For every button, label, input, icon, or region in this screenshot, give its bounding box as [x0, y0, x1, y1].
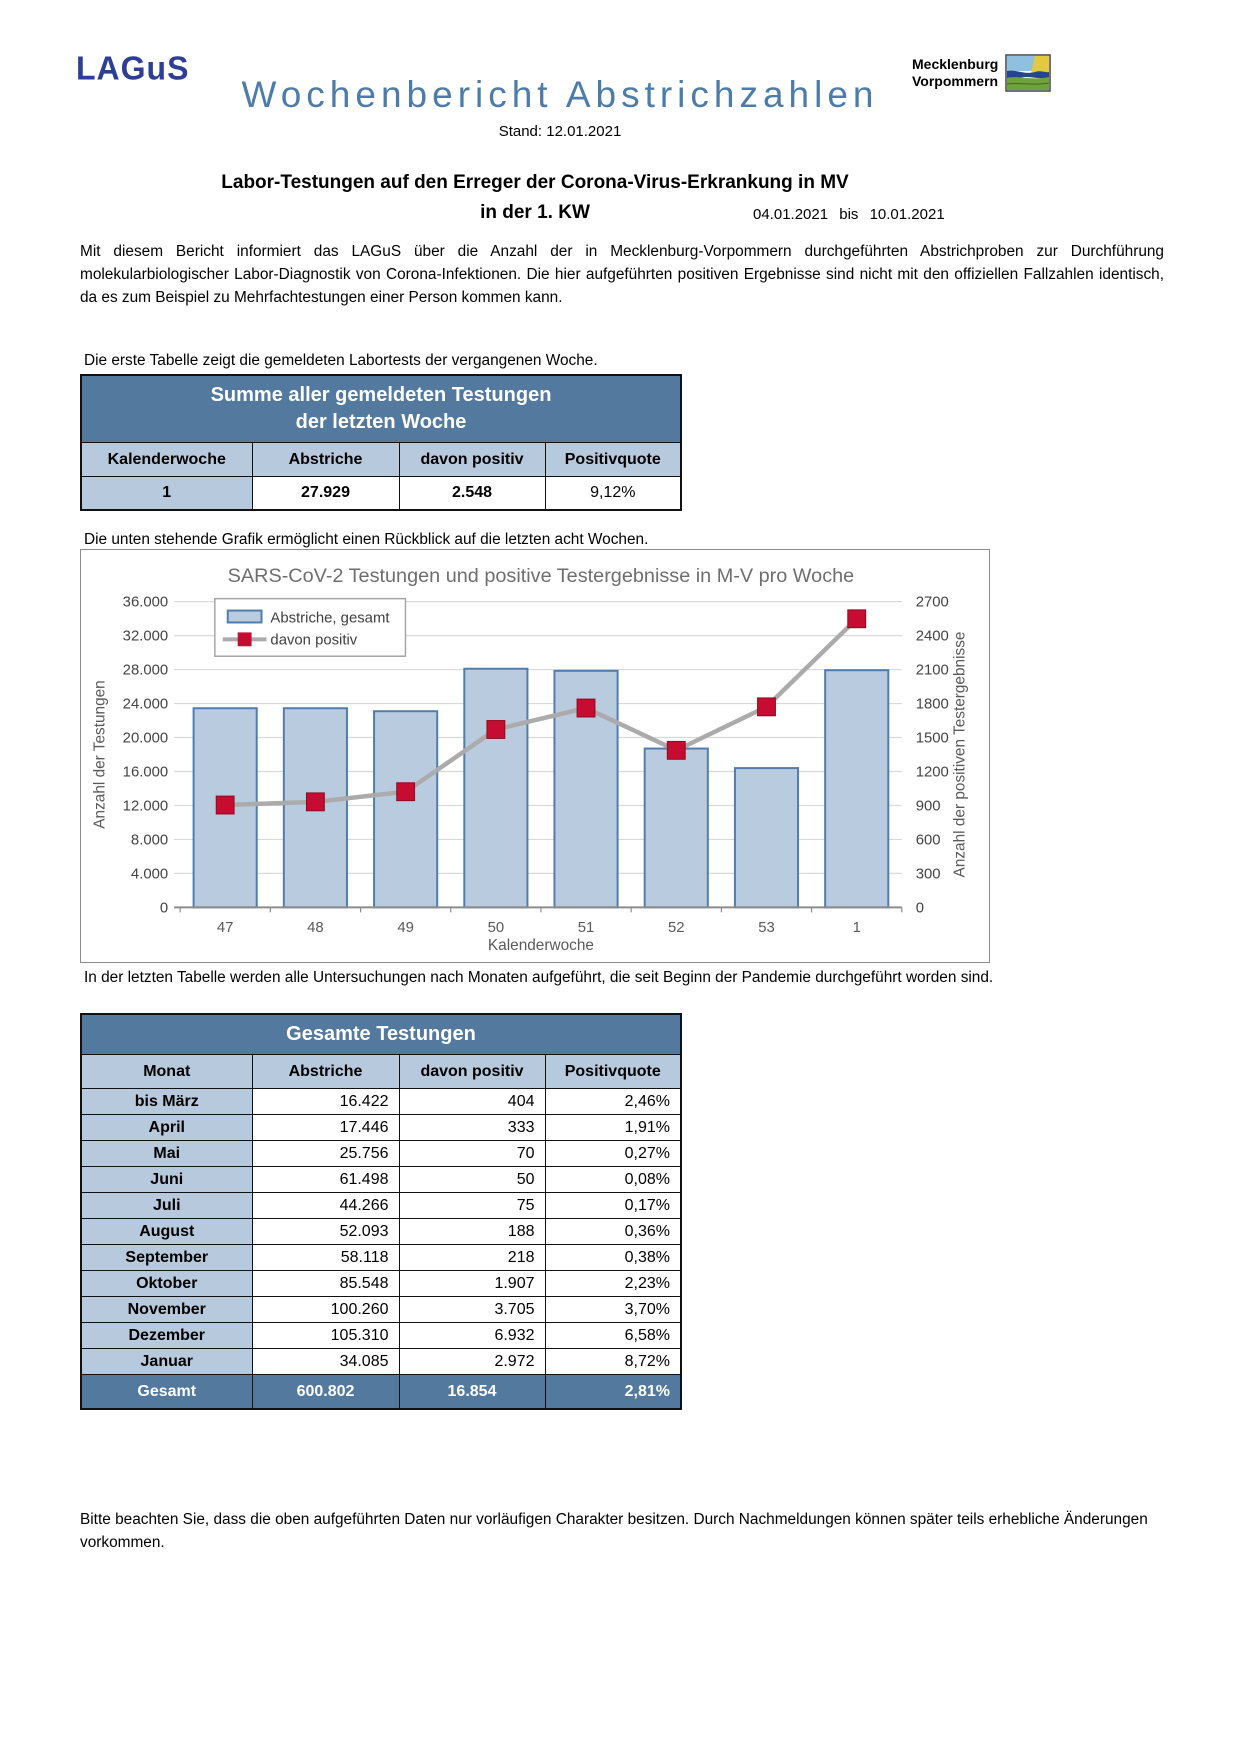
right-axis-tick: 2100: [915, 662, 949, 679]
positive-marker-week-49: [397, 783, 415, 801]
table-cell: Oktober: [81, 1271, 252, 1297]
table-cell: 16.422: [252, 1089, 399, 1115]
table-cell: 105.310: [252, 1323, 399, 1349]
table-cell: 6,58%: [545, 1323, 681, 1349]
table-cell: 75: [399, 1193, 545, 1219]
left-axis-tick: 4.000: [130, 866, 169, 883]
table-cell: 44.266: [252, 1193, 399, 1219]
footer-note: Bitte beachten Sie, dass die oben aufgeführten Daten nur vorläufigen Charakter besitzen. Durch Nachmeldungen können später teils erhebliche Änderungen vorkommen.: [80, 1511, 1148, 1552]
table-cell: Januar: [81, 1349, 252, 1375]
column-header: Abstriche: [252, 443, 399, 477]
right-axis-tick: 300: [915, 866, 941, 883]
positive-marker-week-1: [848, 610, 866, 628]
legend-marker-swatch: [238, 632, 252, 646]
column-header: Kalenderwoche: [81, 443, 252, 477]
x-axis-title: Kalenderwoche: [487, 937, 594, 955]
right-axis-tick: 1500: [915, 730, 949, 747]
chart-frame: [80, 549, 990, 963]
column-header: Positivquote: [545, 1055, 681, 1089]
table-cell: 34.085: [252, 1349, 399, 1375]
table-cell: 52.093: [252, 1219, 399, 1245]
mv-logo-text: [912, 56, 998, 90]
x-axis-label: 1: [852, 920, 861, 937]
table-row: [81, 1193, 681, 1219]
table-cell: August: [81, 1219, 252, 1245]
report-stand-date: Stand: 12.01.2021: [498, 123, 622, 140]
left-axis-title: Anzahl der Testungen: [91, 680, 109, 829]
table-cell: 8,72%: [545, 1349, 681, 1375]
table-cell: 0,17%: [545, 1193, 681, 1219]
positive-marker-week-48: [306, 793, 324, 811]
right-axis-title: Anzahl der positiven Testergebnisse: [951, 631, 969, 878]
table-cell: 188: [399, 1219, 545, 1245]
mv-logo-line1: Mecklenburg: [912, 56, 999, 72]
x-axis-label: 50: [487, 920, 505, 937]
x-axis-label: 53: [758, 920, 775, 937]
table-cell: 100.260: [252, 1297, 399, 1323]
table-cell: 6.932: [399, 1323, 545, 1349]
mv-emblem-icon: [1005, 54, 1051, 92]
x-axis-label: 49: [397, 920, 414, 937]
table-cell: 404: [399, 1089, 545, 1115]
table-row: [81, 1297, 681, 1323]
intro-paragraph: Mit diesem Bericht informiert das LAGuS über die Anzahl der in Mecklenburg-Vorpommern durchgeführten Abstrichproben zur Durchführung molekularbiologischer Labor-Diagnostik von Corona-Infektionen. Die hier aufgeführten positiven Ergebnisse sind nicht mit den offiziellen Fallzahlen identisch, da es zum Beispiel zu Mehrfachtestungen einer Person kommen kann.: [80, 243, 1164, 307]
table-cell: 600.802: [252, 1375, 399, 1410]
left-axis-tick: 16.000: [122, 764, 169, 781]
left-axis-tick: 28.000: [122, 662, 169, 679]
table-cell: Juli: [81, 1193, 252, 1219]
table-cell: Mai: [81, 1141, 252, 1167]
table-cell: Juni: [81, 1167, 252, 1193]
table-cell: 1,91%: [545, 1115, 681, 1141]
table-row: [81, 1271, 681, 1297]
bar-week-53: [735, 768, 798, 907]
x-axis-label: 51: [577, 920, 595, 937]
table-cell: 9,12%: [545, 477, 681, 510]
legend-label: Abstriche, gesamt: [270, 610, 390, 627]
positive-marker-week-51: [577, 699, 595, 717]
table-cell: 16.854: [399, 1375, 545, 1410]
column-header: Abstriche: [252, 1055, 399, 1089]
table-cell: 58.118: [252, 1245, 399, 1271]
table-title: Gesamte Testungen: [81, 1014, 681, 1055]
table-cell: 0,36%: [545, 1219, 681, 1245]
right-axis-tick: 1800: [915, 696, 949, 713]
page-title: Wochenbericht Abstrichzahlen: [241, 74, 879, 115]
chart-title: SARS-CoV-2 Testungen und positive Testergebnisse in M-V pro Woche: [227, 564, 855, 587]
testing-chart: [81, 550, 986, 959]
table-cell: 2.972: [399, 1349, 545, 1375]
table-cell: 218: [399, 1245, 545, 1271]
table-cell: 2,46%: [545, 1089, 681, 1115]
left-axis-tick: 36.000: [122, 594, 169, 611]
table-title-row: [81, 375, 681, 443]
table-cell: 3,70%: [545, 1297, 681, 1323]
column-header: davon positiv: [399, 443, 545, 477]
bar-week-49: [374, 711, 437, 907]
left-axis-tick: 8.000: [130, 832, 169, 849]
lagus-logo: LAGuS: [76, 49, 190, 87]
table-total-row: [81, 1375, 681, 1410]
table-cell: 1: [81, 477, 252, 510]
right-axis-tick: 2700: [915, 594, 949, 611]
table-cell: Gesamt: [81, 1375, 252, 1410]
left-axis-tick: 12.000: [122, 798, 169, 815]
table-cell: 25.756: [252, 1141, 399, 1167]
table-cell: bis März: [81, 1089, 252, 1115]
chart-caption: Die unten stehende Grafik ermöglicht einen Rückblick auf die letzten acht Wochen.: [84, 531, 649, 548]
table-cell: 3.705: [399, 1297, 545, 1323]
table-cell: 333: [399, 1115, 545, 1141]
chart-legend: [215, 599, 406, 657]
table-cell: 70: [399, 1141, 545, 1167]
table-cell: 50: [399, 1167, 545, 1193]
report-date-range: 04.01.2021 bis 10.01.2021: [753, 206, 945, 223]
left-axis-tick: 0: [159, 900, 169, 917]
table-cell: 0,27%: [545, 1141, 681, 1167]
table-cell: 27.929: [252, 477, 399, 510]
table-header-row: [81, 443, 681, 477]
right-axis-tick: 1200: [915, 764, 949, 781]
table-cell: November: [81, 1297, 252, 1323]
table-title: Summe aller gemeldeten Testungen der letzten Woche: [81, 375, 681, 443]
table-row: [81, 1323, 681, 1349]
table-row: [81, 1089, 681, 1115]
right-axis-tick: 600: [915, 832, 941, 849]
right-axis-tick: 900: [915, 798, 941, 815]
left-axis-tick: 24.000: [122, 696, 169, 713]
table-cell: April: [81, 1115, 252, 1141]
bar-week-50: [464, 669, 527, 908]
legend-bar-swatch: [228, 611, 262, 623]
x-axis-label: 47: [216, 920, 234, 937]
left-axis-tick: 20.000: [122, 730, 169, 747]
mv-logo: [912, 54, 1051, 92]
table-header-row: [81, 1055, 681, 1089]
weekly-summary-table: [80, 374, 682, 511]
table-cell: 2,23%: [545, 1271, 681, 1297]
table-cell: 0,08%: [545, 1167, 681, 1193]
positive-marker-week-47: [216, 796, 234, 814]
table-row: [81, 1167, 681, 1193]
mv-logo-line2: Vorpommern: [912, 72, 999, 89]
table-row: [81, 1141, 681, 1167]
left-axis-tick: 32.000: [122, 628, 169, 645]
table-row: [81, 477, 681, 510]
table-row: [81, 1245, 681, 1271]
positive-marker-week-50: [487, 721, 505, 739]
x-axis-label: 48: [307, 920, 324, 937]
table-row: [81, 1219, 681, 1245]
table-cell: 2,81%: [545, 1375, 681, 1410]
table-title-row: [81, 1014, 681, 1055]
column-header: Positivquote: [545, 443, 681, 477]
right-axis-tick: 0: [915, 900, 924, 917]
right-axis-tick: 2400: [915, 628, 949, 645]
positive-marker-week-53: [758, 698, 776, 716]
table-row: [81, 1349, 681, 1375]
bar-week-52: [645, 749, 708, 908]
positive-marker-week-52: [667, 741, 685, 759]
monthly-totals-table: [80, 1013, 682, 1410]
table-cell: Dezember: [81, 1323, 252, 1349]
legend-label: davon positiv: [270, 632, 358, 649]
report-heading-line1: Labor-Testungen auf den Erreger der Corona-Virus-Erkrankung in MV: [221, 172, 849, 193]
report-heading-line2: in der 1. KW: [480, 202, 590, 223]
table1-caption: Die erste Tabelle zeigt die gemeldeten Labortests der vergangenen Woche.: [84, 352, 598, 369]
table-cell: 61.498: [252, 1167, 399, 1193]
column-header: davon positiv: [399, 1055, 545, 1089]
bar-week-1: [825, 670, 888, 907]
table2-caption: In der letzten Tabelle werden alle Untersuchungen nach Monaten aufgeführt, die seit Beginn der Pandemie durchgeführt worden sind.: [84, 969, 994, 986]
table-cell: 0,38%: [545, 1245, 681, 1271]
column-header: Monat: [81, 1055, 252, 1089]
table-cell: 85.548: [252, 1271, 399, 1297]
table-cell: 17.446: [252, 1115, 399, 1141]
table-cell: September: [81, 1245, 252, 1271]
table-row: [81, 1115, 681, 1141]
table-cell: 2.548: [399, 477, 545, 510]
x-axis-label: 52: [667, 920, 685, 937]
table-cell: 1.907: [399, 1271, 545, 1297]
